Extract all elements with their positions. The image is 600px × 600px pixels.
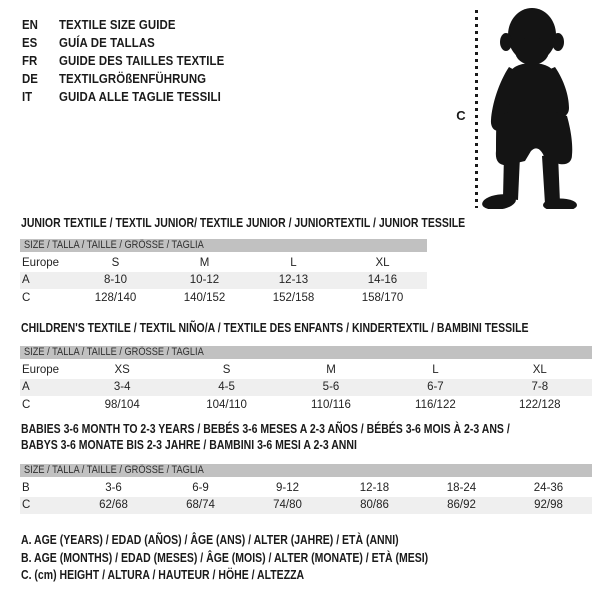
language-guide-title: TEXTILE SIZE GUIDE [58, 17, 176, 33]
row-label: C [22, 499, 31, 512]
babies-table-title-line1 [21, 422, 600, 437]
value-cell: 3-6 [105, 481, 122, 494]
value-cell: 8-10 [103, 274, 128, 287]
size-header-text: SIZE / TALLA / TAILLE / GRÖSSE / TAGLIA [24, 239, 204, 251]
table-row-height [20, 497, 592, 515]
value-cell: 3-4 [113, 381, 131, 394]
row-label: Europe [22, 256, 60, 269]
children-size-table [20, 346, 592, 414]
language-guide-item [22, 34, 224, 52]
children-table-title-text: CHILDREN'S TEXTILE / TEXTIL NIÑO/A / TEXTILE DES ENFANTS / KINDERTEXTIL / BAMBINI TESSILE [21, 321, 529, 335]
value-cell: 9-12 [275, 481, 300, 494]
children-table-title [21, 321, 600, 336]
language-guide-item [22, 52, 224, 70]
height-measure-dotted-line [475, 10, 478, 208]
size-header-bar [20, 239, 427, 252]
legend-line-a [21, 531, 506, 549]
value-cell: 122/128 [519, 398, 561, 411]
value-cell: 7-8 [531, 381, 549, 394]
value-cell: 104/110 [206, 398, 247, 411]
row-label: C [22, 291, 31, 304]
language-guide-item [22, 87, 224, 105]
language-guide-title: TEXTILGRÖßENFÜHRUNG [58, 70, 207, 86]
value-cell: 4-5 [218, 381, 235, 394]
value-cell: 110/116 [311, 398, 351, 411]
row-label: C [22, 398, 31, 411]
table-row-europe [20, 254, 427, 272]
size-header-bar [20, 346, 592, 359]
row-label: B [22, 481, 30, 494]
language-guide-item [22, 69, 224, 87]
value-cell: 6-9 [192, 481, 209, 494]
junior-table-title [21, 216, 550, 231]
language-guide-item [22, 16, 224, 34]
junior-table-title-text: JUNIOR TEXTILE / TEXTIL JUNIOR/ TEXTILE JUNIOR / JUNIORTEXTIL / JUNIOR TESSILE [21, 216, 466, 230]
babies-table-title-line2 [21, 438, 421, 453]
height-measure-label: C [456, 108, 466, 123]
legend-text-b: B. AGE (MONTHS) / EDAD (MESES) / ÂGE (MOIS) / ALTER (MONATE) / ETÀ (MESI) [21, 550, 429, 565]
language-code: FR [22, 52, 38, 68]
value-cell: 68/74 [186, 499, 215, 512]
table-row-europe [20, 361, 592, 379]
table-row-age-months [20, 479, 592, 497]
value-cell: 86/92 [447, 499, 476, 512]
language-guide-list [22, 16, 252, 105]
language-guide-title: GUIDA ALLE TAGLIE TESSILI [58, 88, 221, 104]
language-code: DE [22, 70, 38, 86]
value-cell: 12-13 [278, 274, 309, 287]
size-header-text: SIZE / TALLA / TAILLE / GRÖSSE / TAGLIA [24, 464, 204, 476]
language-code: IT [22, 88, 33, 104]
value-cell: 6-7 [427, 381, 444, 394]
row-label: Europe [22, 363, 60, 376]
junior-size-table [20, 239, 427, 307]
row-label: A [22, 274, 30, 287]
toddler-silhouette-icon [480, 4, 584, 209]
table-row-height [20, 289, 427, 307]
legend-text-c: C. (cm) HEIGHT / ALTURA / HAUTEUR / HÖHE / ALTEZZA [21, 568, 305, 583]
babies-size-table [20, 464, 592, 514]
value-cell: 10-12 [189, 274, 220, 287]
size-cell: L [432, 363, 439, 376]
value-cell: 140/152 [183, 291, 226, 304]
value-cell: 158/170 [361, 291, 404, 304]
value-cell: 92/98 [534, 499, 563, 512]
size-header-text: SIZE / TALLA / TAILLE / GRÖSSE / TAGLIA [24, 346, 204, 358]
measure-legend [21, 531, 506, 584]
legend-text-a: A. AGE (YEARS) / EDAD (AÑOS) / ÂGE (ANS) / ALTER (JAHRE) / ETÀ (ANNI) [21, 532, 399, 547]
row-label: A [22, 381, 30, 394]
table-row-age [20, 379, 592, 397]
language-code: ES [22, 35, 38, 51]
value-cell: 18-24 [446, 481, 477, 494]
value-cell: 80/86 [360, 499, 389, 512]
value-cell: 128/140 [94, 291, 137, 304]
value-cell: 5-6 [322, 381, 340, 394]
value-cell: 152/158 [272, 291, 315, 304]
value-cell: 14-16 [367, 274, 398, 287]
size-cell: XL [532, 363, 547, 376]
table-row-height [20, 396, 592, 414]
language-guide-title: GUÍA DE TALLAS [58, 35, 155, 51]
language-code: EN [22, 17, 38, 33]
legend-line-c [21, 567, 506, 585]
value-cell: 98/104 [104, 398, 140, 411]
legend-line-b [21, 549, 506, 567]
size-header-bar [20, 464, 592, 477]
size-cell: M [199, 256, 210, 269]
size-cell: XS [114, 363, 130, 376]
value-cell: 74/80 [273, 499, 302, 512]
table-row-age [20, 272, 427, 290]
language-guide-title: GUIDE DES TAILLES TEXTILE [58, 52, 225, 68]
value-cell: 12-18 [359, 481, 390, 494]
value-cell: 62/68 [99, 499, 128, 512]
size-cell: L [290, 256, 297, 269]
value-cell: 116/122 [415, 398, 456, 411]
babies-table-title-text2: BABYS 3-6 MONATE BIS 2-3 JAHRE / BAMBINI 3-6 MESI A 2-3 ANNI [21, 438, 357, 452]
size-cell: XL [375, 256, 390, 269]
size-cell: S [222, 363, 231, 376]
size-cell: M [326, 363, 336, 376]
value-cell: 24-36 [533, 481, 564, 494]
size-cell: S [111, 256, 120, 269]
babies-table-title-text1: BABIES 3-6 MONTH TO 2-3 YEARS / BEBÉS 3-6 MESES A 2-3 AÑOS / BÉBÉS 3-6 MOIS À 2-3 ANS / [21, 422, 510, 436]
